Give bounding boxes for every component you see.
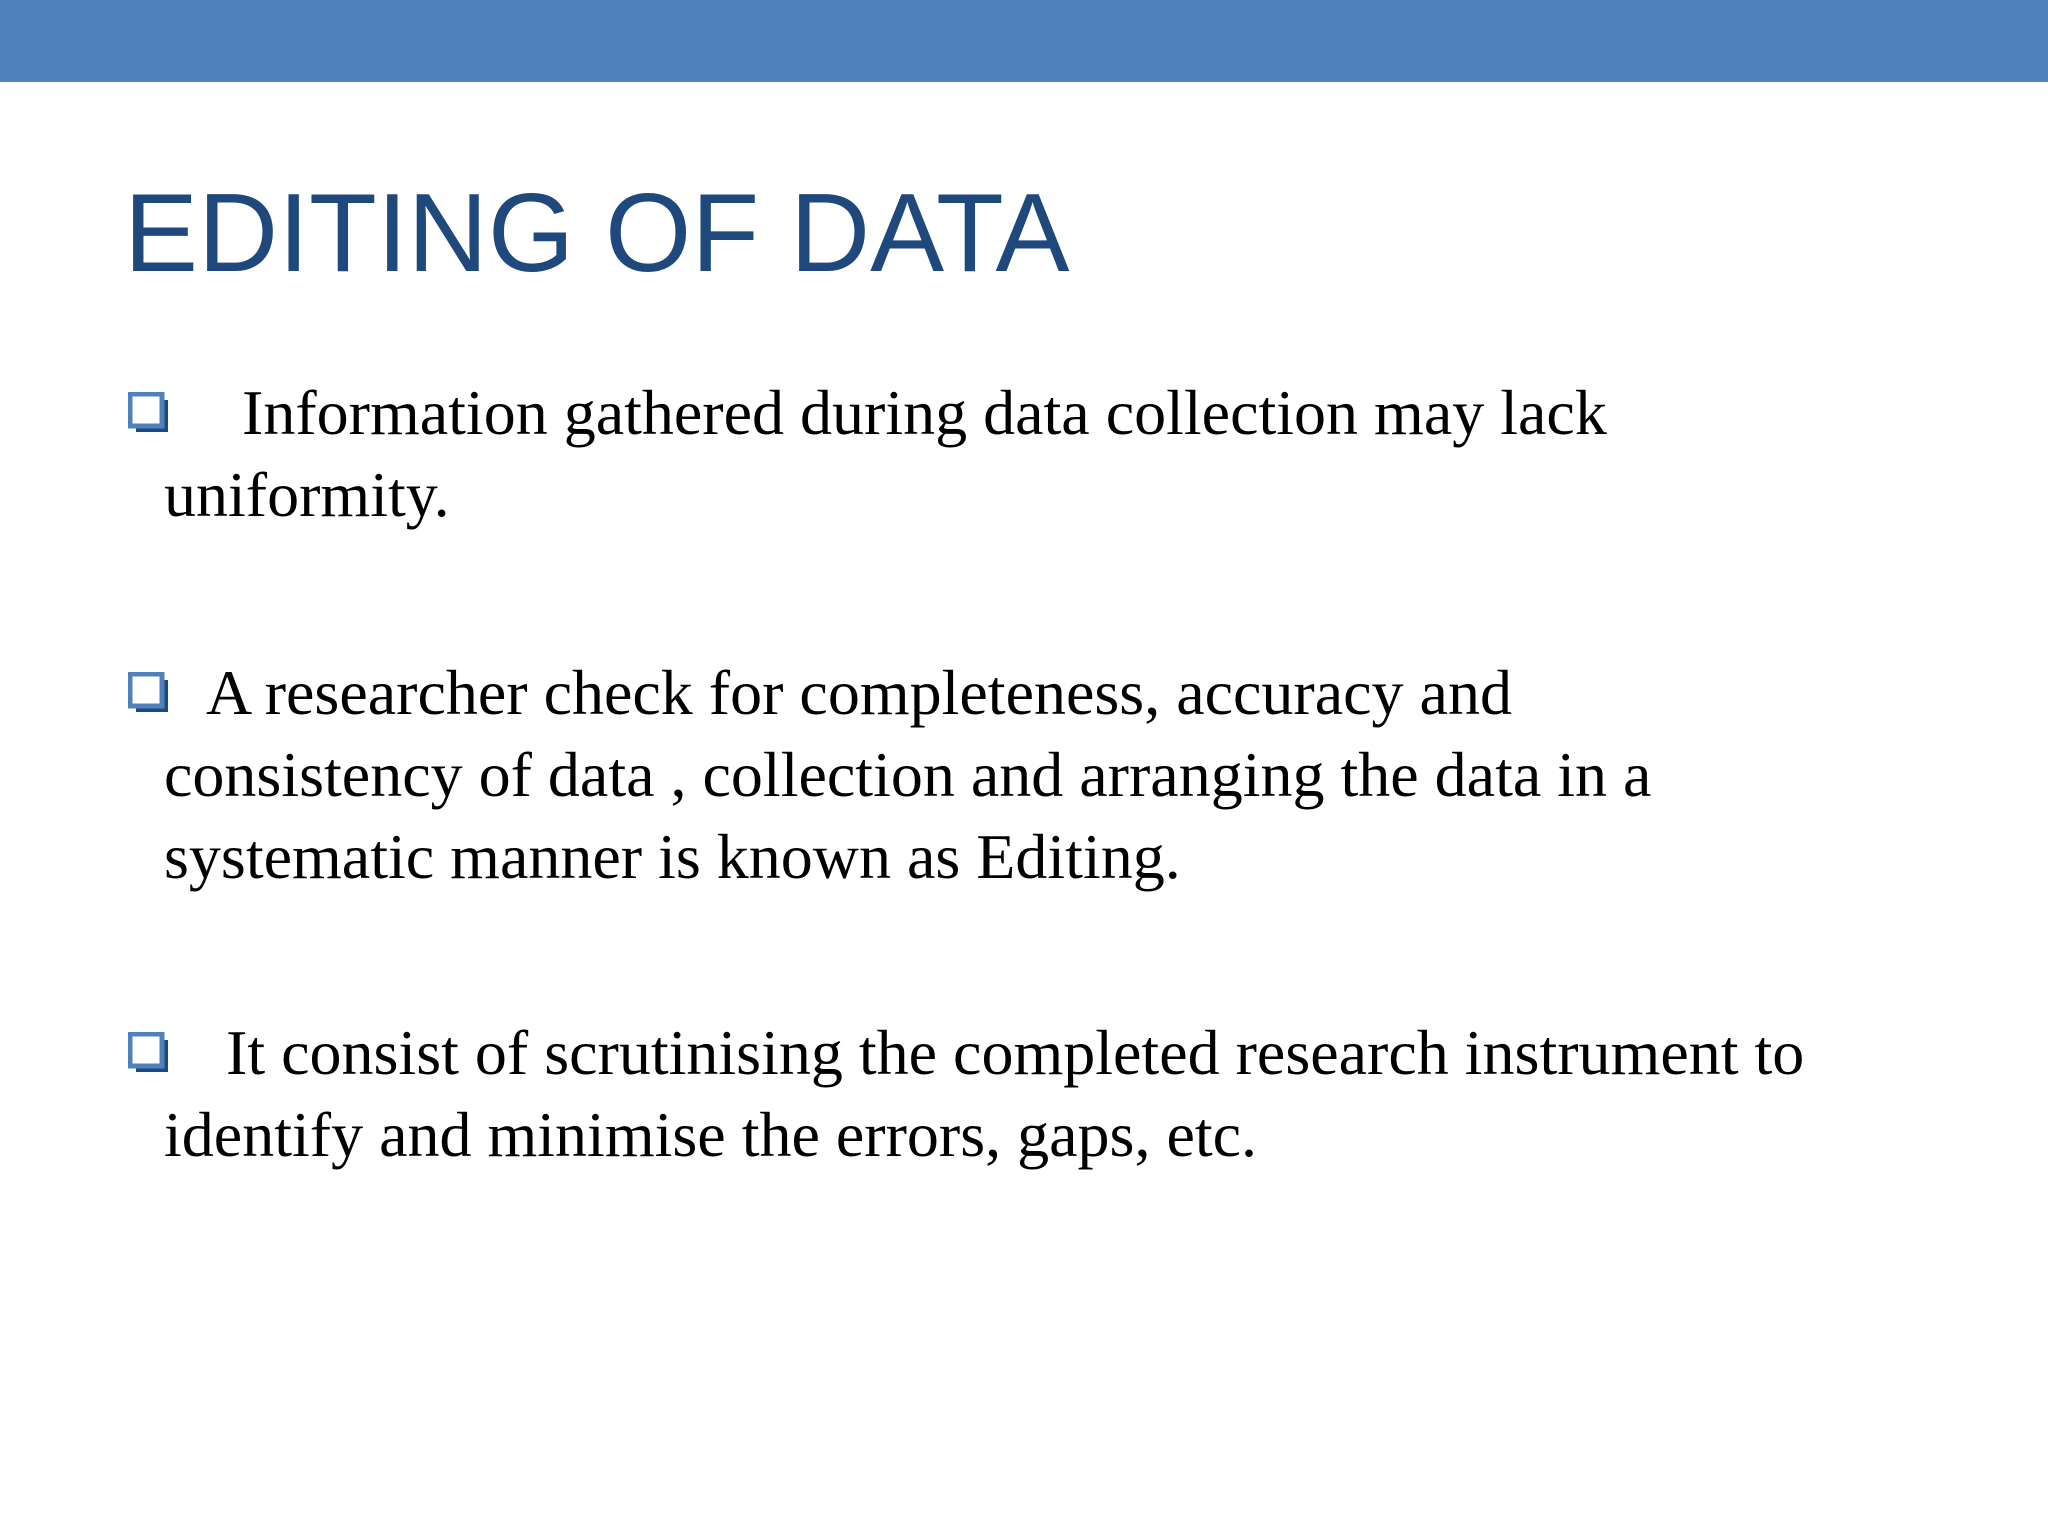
bullet-text: Information gathered during data collection may lack [242, 377, 1607, 448]
bullet-text: It consist of scrutinising the completed research instrument to [226, 1017, 1805, 1088]
checkbox-icon [128, 672, 170, 714]
bullet-text: identify and minimise the errors, gaps, etc. [164, 1099, 1258, 1170]
bullet-first-line [128, 372, 1607, 454]
bullet-text: consistency of data , collection and arranging the data in a [164, 739, 1652, 810]
checkbox-icon [128, 1032, 170, 1074]
checkbox-icon [128, 392, 170, 434]
bullet-item [128, 372, 1607, 536]
slide-title: EDITING OF DATA [124, 171, 1070, 295]
bullet-text: A researcher check for completeness, accuracy and [206, 657, 1512, 728]
bullet-item [128, 1012, 1804, 1176]
bullet-text: uniformity. [164, 459, 450, 530]
bullet-item [128, 652, 1651, 898]
bullet-text: systematic manner is known as Editing. [164, 821, 1181, 892]
bullet-first-line [128, 652, 1651, 734]
bullet-first-line [128, 1012, 1804, 1094]
top-header-band [0, 0, 2048, 82]
